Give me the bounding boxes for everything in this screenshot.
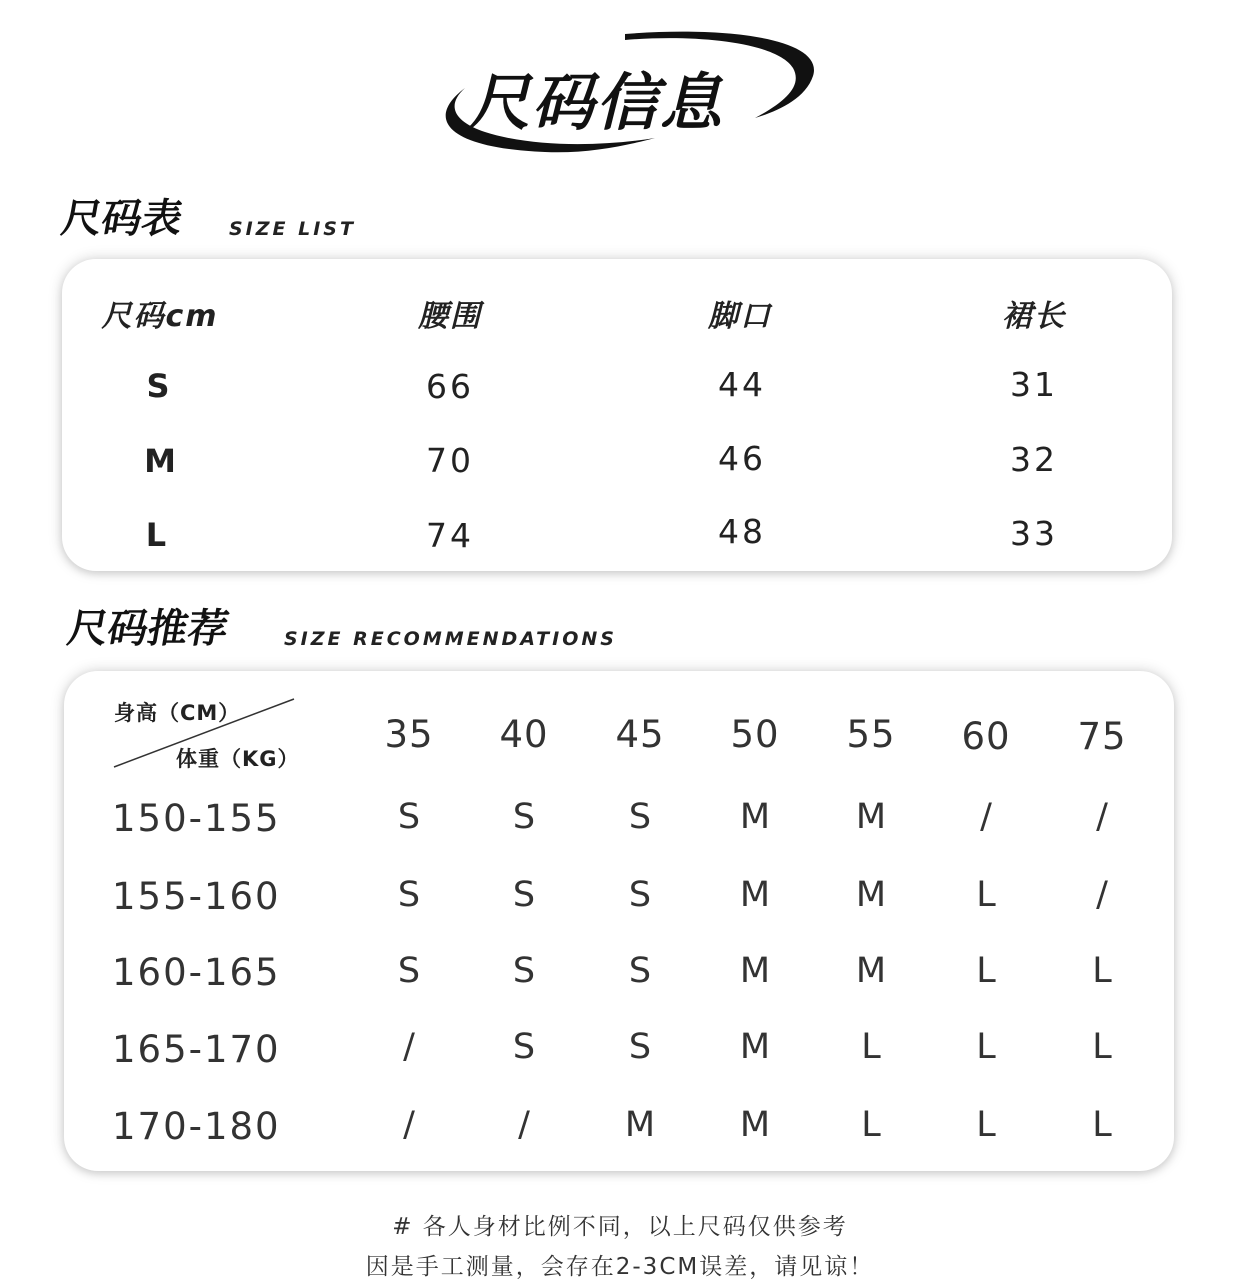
- weight-header: 50: [730, 713, 780, 756]
- size-cell: S: [628, 875, 652, 915]
- length-value: 32: [1010, 440, 1058, 479]
- size-cell: M: [739, 1105, 771, 1145]
- weight-header: 75: [1077, 715, 1127, 758]
- footer-note-1: # 各人身材比例不同，以上尺码仅供参考: [392, 1214, 848, 1240]
- col-header-size: 尺码cm: [101, 299, 219, 334]
- size-cell: S: [512, 951, 536, 991]
- size-label: L: [145, 516, 167, 554]
- size-cell: M: [739, 951, 771, 991]
- page-title: 尺码信息: [464, 66, 739, 139]
- size-cell: /: [1096, 797, 1108, 837]
- weight-header: 45: [615, 713, 665, 756]
- height-range: 165-170: [112, 1028, 281, 1071]
- weight-header: 35: [384, 713, 434, 756]
- size-cell: S: [628, 951, 652, 991]
- size-cell: M: [739, 875, 771, 915]
- recommend-subtitle: SIZE RECOMMENDATIONS: [284, 628, 617, 650]
- length-value: 31: [1010, 365, 1058, 404]
- size-cell: /: [518, 1105, 530, 1145]
- size-cell: /: [980, 797, 992, 837]
- brand-title-logo: [425, 28, 820, 156]
- size-list-card: [62, 259, 1172, 571]
- height-range: 150-155: [112, 797, 281, 840]
- size-list-title: 尺码表: [57, 196, 187, 242]
- size-cell: L: [976, 951, 996, 991]
- size-cell: /: [403, 1027, 415, 1067]
- size-label: M: [144, 442, 176, 480]
- size-list-subtitle: SIZE LIST: [229, 218, 356, 240]
- size-cell: S: [397, 797, 421, 837]
- size-cell: L: [861, 1105, 881, 1145]
- size-label: S: [146, 367, 170, 405]
- size-cell: L: [976, 1027, 996, 1067]
- size-cell: L: [976, 875, 996, 915]
- size-cell: L: [976, 1105, 996, 1145]
- height-range: 160-165: [112, 951, 281, 994]
- height-range: 155-160: [112, 875, 281, 918]
- height-range: 170-180: [112, 1105, 281, 1148]
- col-header-waist: 腰围: [418, 299, 482, 334]
- size-cell: S: [512, 797, 536, 837]
- recommend-title: 尺码推荐: [63, 606, 233, 652]
- size-cell: M: [855, 875, 887, 915]
- recommend-card: [64, 671, 1174, 1171]
- size-cell: S: [397, 875, 421, 915]
- size-cell: L: [1092, 951, 1112, 991]
- col-header-hem: 脚口: [708, 299, 772, 334]
- hem-value: 48: [718, 512, 766, 551]
- size-cell: L: [1092, 1105, 1112, 1145]
- corner-weight-label: 体重（KG）: [176, 747, 300, 771]
- hem-value: 44: [718, 365, 766, 404]
- weight-header: 40: [499, 713, 549, 756]
- size-cell: M: [739, 797, 771, 837]
- footer-note-2: 因是手工测量，会存在2-3CM误差，请见谅！: [365, 1254, 875, 1280]
- weight-header: 55: [846, 713, 896, 756]
- size-cell: S: [512, 1027, 536, 1067]
- waist-value: 74: [426, 516, 474, 555]
- size-cell: S: [628, 1027, 652, 1067]
- size-cell: L: [861, 1027, 881, 1067]
- waist-value: 66: [426, 367, 474, 406]
- size-cell: M: [739, 1027, 771, 1067]
- waist-value: 70: [426, 441, 474, 480]
- corner-height-label: 身高（CM）: [114, 701, 241, 725]
- length-value: 33: [1010, 514, 1058, 553]
- size-cell: S: [628, 797, 652, 837]
- size-cell: S: [397, 951, 421, 991]
- hem-value: 46: [718, 439, 766, 478]
- col-header-length: 裙长: [1002, 299, 1066, 334]
- size-cell: L: [1092, 1027, 1112, 1067]
- size-cell: M: [855, 797, 887, 837]
- weight-header: 60: [961, 715, 1011, 758]
- size-cell: /: [403, 1105, 415, 1145]
- size-cell: M: [624, 1105, 656, 1145]
- size-cell: S: [512, 875, 536, 915]
- size-cell: M: [855, 951, 887, 991]
- size-cell: /: [1096, 875, 1108, 915]
